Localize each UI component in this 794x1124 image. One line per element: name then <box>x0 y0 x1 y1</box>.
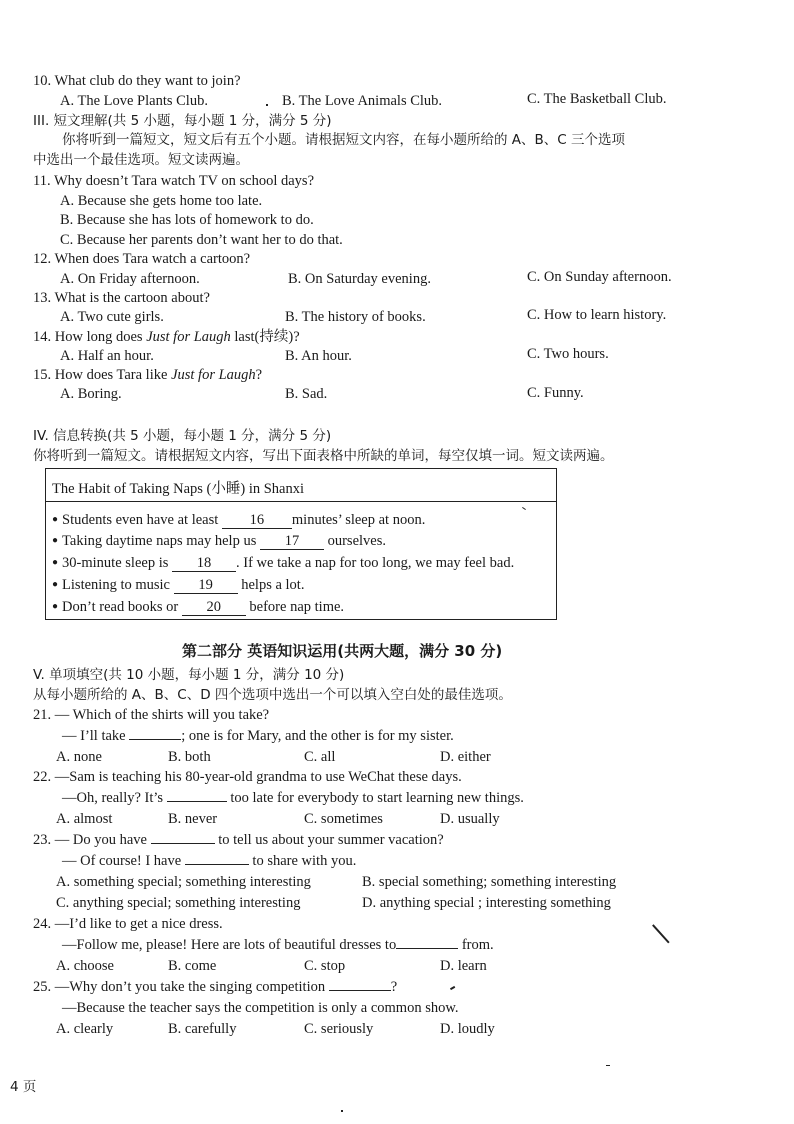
q23-answer-blank-2[interactable] <box>185 864 249 865</box>
pen-mark <box>652 924 669 943</box>
table-row <box>52 576 304 594</box>
q15-program-title: Just for Laugh <box>171 367 256 383</box>
page-number: 4 页 <box>10 1079 37 1095</box>
table-row-text-pre: Don’t read books or <box>62 599 182 615</box>
q12-option-b: B. On Saturday evening. <box>288 271 431 287</box>
part2-title: 第二部分 英语知识运用(共两大题，满分 30 分) <box>182 642 503 660</box>
q22-option-d: D. usually <box>440 811 500 827</box>
q24-option-d: D. learn <box>440 958 487 974</box>
info-table <box>45 468 557 620</box>
table-row <box>52 554 514 572</box>
q23-answer-blank-1[interactable] <box>151 843 215 844</box>
info-table-divider <box>46 501 556 502</box>
q12-stem: 12. When does Tara watch a cartoon? <box>33 251 251 267</box>
scan-speck <box>606 1065 610 1066</box>
q14-option-a: A. Half an hour. <box>60 348 154 364</box>
q15-stem-post: ? <box>255 367 263 383</box>
q24-line-2-pre: —Follow me, please! Here are lots of beautiful dresses to <box>62 937 397 953</box>
bullet-icon: ● <box>52 535 59 546</box>
scan-speck <box>341 1110 343 1112</box>
q12-option-c: C. On Sunday afternoon. <box>527 269 672 285</box>
q14-stem-pre: 14. How long does <box>33 329 147 345</box>
q22-option-a: A. almost <box>56 811 113 827</box>
q15-stem <box>33 366 262 384</box>
table-row-text-post: before nap time. <box>245 599 345 615</box>
q23-option-c: C. anything special; something interesting <box>56 895 301 911</box>
q21-line-2-post: ; one is for Mary, and the other is for my sister. <box>181 728 454 744</box>
q15-option-a: A. Boring. <box>60 386 122 402</box>
q13-option-c: C. How to learn history. <box>527 307 667 323</box>
q25-line-1-post: ? <box>390 979 398 995</box>
bullet-icon: ● <box>52 601 59 612</box>
q21-option-a: A. none <box>56 749 102 765</box>
q22-line-2 <box>62 789 524 807</box>
q23-option-d: D. anything special ; interesting something <box>362 895 611 911</box>
q23-option-b: B. special something; something interesting <box>362 874 617 890</box>
q22-line-1: 22. —Sam is teaching his 80-year-old grandma to use WeChat these days. <box>33 769 462 785</box>
q21-option-c: C. all <box>304 749 336 765</box>
q22-line-2-pre: —Oh, really? It’s <box>62 790 167 806</box>
q25-line-2: —Because the teacher says the competition is only a common show. <box>62 1000 459 1016</box>
q21-line-1: 21. — Which of the shirts will you take? <box>33 707 270 723</box>
q23-line-1 <box>33 831 444 849</box>
q11-option-c: C. Because her parents don’t want her to do that. <box>60 232 343 248</box>
info-table-title: The Habit of Taking Naps (小睡) in Shanxi <box>52 481 305 497</box>
q25-line-1-pre: 25. —Why don’t you take the singing competition <box>33 979 329 995</box>
q13-option-a: A. Two cute girls. <box>60 309 164 325</box>
bullet-icon: ● <box>52 557 59 568</box>
q25-option-b: B. carefully <box>168 1021 237 1037</box>
q25-option-a: A. clearly <box>56 1021 114 1037</box>
answer-blank-17[interactable]: 17 <box>260 533 324 550</box>
table-row-text-pre: 30-minute sleep is <box>62 555 172 571</box>
q24-line-2-post: from. <box>458 937 494 953</box>
table-row-text-post: ourselves. <box>323 533 386 549</box>
part5-heading: V. 单项填空(共 10 小题，每小题 1 分，满分 10 分) <box>33 667 345 683</box>
answer-blank-18[interactable]: 18 <box>172 555 236 572</box>
q25-option-d: D. loudly <box>440 1021 495 1037</box>
q23-line-1-pre: 23. — Do you have <box>33 832 151 848</box>
q10-stem: 10. What club do they want to join? <box>33 73 241 89</box>
table-row-text-pre: Listening to music <box>62 577 174 593</box>
q14-option-b: B. An hour. <box>285 348 352 364</box>
q25-line-1 <box>33 978 397 996</box>
table-row-text-pre: Taking daytime naps may help us <box>62 533 260 549</box>
bullet-icon: ● <box>52 579 59 590</box>
bullet-icon: ● <box>52 514 59 525</box>
q15-option-c: C. Funny. <box>527 385 584 401</box>
answer-blank-16[interactable]: 16 <box>222 512 292 529</box>
part4-heading: IV. 信息转换(共 5 小题，每小题 1 分，满分 5 分) <box>33 428 332 444</box>
q24-option-a: A. choose <box>56 958 114 974</box>
q22-line-2-post: too late for everybody to start learning new things. <box>226 790 524 806</box>
answer-blank-19[interactable]: 19 <box>174 577 238 594</box>
part5-instruction: 从每小题所给的 A、B、C、D 四个选项中选出一个可以填入空白处的最佳选项。 <box>33 687 512 703</box>
q15-stem-pre: 15. How does Tara like <box>33 367 172 383</box>
q10-option-c: C. The Basketball Club. <box>527 91 667 107</box>
q24-option-c: C. stop <box>304 958 346 974</box>
part3-heading: III. 短文理解(共 5 小题，每小题 1 分，满分 5 分) <box>33 113 332 129</box>
q25-option-c: C. seriously <box>304 1021 374 1037</box>
q12-option-a: A. On Friday afternoon. <box>60 271 200 287</box>
q13-option-b: B. The history of books. <box>285 309 426 325</box>
table-row <box>52 532 386 550</box>
q13-stem: 13. What is the cartoon about? <box>33 290 210 306</box>
q25-answer-blank[interactable] <box>329 990 391 991</box>
q23-option-a: A. something special; something interesting <box>56 874 311 890</box>
q24-line-2 <box>62 936 494 954</box>
q11-option-a: A. Because she gets home too late. <box>60 193 263 209</box>
q24-answer-blank[interactable] <box>396 948 458 949</box>
q21-option-d: D. either <box>440 749 491 765</box>
q11-option-b: B. Because she has lots of homework to do. <box>60 212 314 228</box>
q21-answer-blank[interactable] <box>129 739 181 740</box>
q22-option-b: B. never <box>168 811 218 827</box>
q23-line-2 <box>62 852 356 870</box>
q15-option-b: B. Sad. <box>285 386 328 402</box>
q10-option-a: A. The Love Plants Club. <box>60 93 208 109</box>
scan-speck <box>266 104 268 106</box>
q22-option-c: C. sometimes <box>304 811 383 827</box>
q21-option-b: B. both <box>168 749 211 765</box>
scan-speck <box>450 986 455 990</box>
table-row-text-post: minutes’ sleep at noon. <box>291 512 426 528</box>
part3-instruction-1: 你将听到一篇短文，短文后有五个小题。请根据短文内容，在每小题所给的 A、B、C 三个选项 <box>62 132 626 148</box>
table-row-text-post: . If we take a nap for too long, we may feel bad. <box>236 555 515 571</box>
q23-line-2-pre: — Of course! I have <box>62 853 185 869</box>
q11-stem: 11. Why doesn’t Tara watch TV on school days? <box>33 173 315 189</box>
q14-program-title: Just for Laugh <box>146 329 231 345</box>
table-row <box>52 598 344 616</box>
table-row-text-pre: Students even have at least <box>62 512 222 528</box>
part4-instruction: 你将听到一篇短文。请根据短文内容，写出下面表格中所缺的单词，每空仅填一词。短文读两遍。 <box>33 448 614 464</box>
table-row <box>52 511 425 529</box>
q21-line-2-pre: — I’ll take <box>62 728 130 744</box>
table-row-text-post: helps a lot. <box>237 577 305 593</box>
q24-option-b: B. come <box>168 958 217 974</box>
q23-line-2-post: to share with you. <box>248 853 357 869</box>
q10-option-b: B. The Love Animals Club. <box>282 93 443 109</box>
part3-instruction-2: 中选出一个最佳选项。短文读两遍。 <box>33 152 249 168</box>
q21-line-2 <box>62 727 454 745</box>
q22-answer-blank[interactable] <box>167 801 227 802</box>
q14-stem-post: last(持续)? <box>230 329 300 345</box>
q23-line-1-post: to tell us about your summer vacation? <box>214 832 444 848</box>
q14-option-c: C. Two hours. <box>527 346 609 362</box>
answer-blank-20[interactable]: 20 <box>182 599 246 616</box>
q14-stem <box>33 328 300 346</box>
q24-line-1: 24. —I’d like to get a nice dress. <box>33 916 223 932</box>
